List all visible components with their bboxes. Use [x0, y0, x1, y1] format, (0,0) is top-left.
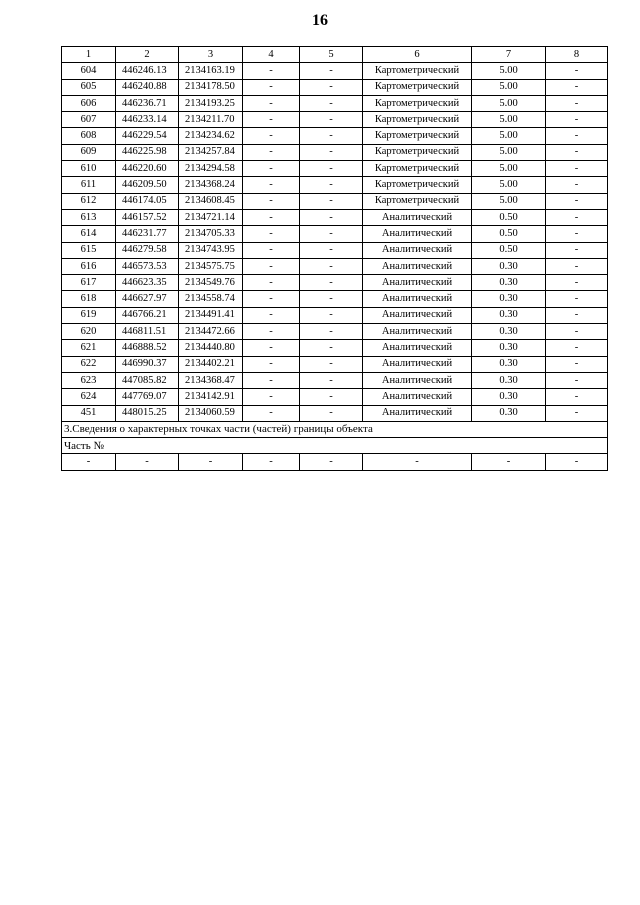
table-cell: -: [546, 95, 608, 111]
table-cell: 0.30: [472, 307, 546, 323]
table-cell: 446888.52: [116, 340, 179, 356]
table-row: [62, 258, 608, 274]
table-cell: Аналитический: [363, 242, 472, 258]
table-cell: 0.30: [472, 356, 546, 372]
empty-part-row: [62, 454, 608, 470]
table-cell: -: [243, 258, 300, 274]
table-cell: 2134368.24: [179, 177, 243, 193]
table-cell: -: [300, 389, 363, 405]
table-cell: 2134060.59: [179, 405, 243, 421]
column-header: 1: [62, 47, 116, 63]
part-label-row: [62, 438, 608, 454]
table-cell: 2134163.19: [179, 63, 243, 79]
table-cell: -: [243, 340, 300, 356]
table-cell: 5.00: [472, 161, 546, 177]
table-cell: -: [300, 340, 363, 356]
table-row: [62, 177, 608, 193]
table-cell: 624: [62, 389, 116, 405]
table-cell: -: [546, 291, 608, 307]
table-cell: 0.30: [472, 389, 546, 405]
table-row: [62, 161, 608, 177]
table-cell: Картометрический: [363, 112, 472, 128]
table-cell: Аналитический: [363, 209, 472, 225]
table-cell: 446225.98: [116, 144, 179, 160]
table-cell: Аналитический: [363, 307, 472, 323]
table-cell: 2134440.80: [179, 340, 243, 356]
table-cell: -: [300, 242, 363, 258]
table-cell: 5.00: [472, 63, 546, 79]
table-row: [62, 63, 608, 79]
table-cell: -: [243, 356, 300, 372]
table-cell: 2134705.33: [179, 226, 243, 242]
table-cell: 5.00: [472, 95, 546, 111]
table-cell: -: [300, 307, 363, 323]
table-cell: -: [300, 405, 363, 421]
table-cell: 2134549.76: [179, 275, 243, 291]
table-cell: Аналитический: [363, 324, 472, 340]
table-cell: -: [243, 193, 300, 209]
table-cell: -: [546, 372, 608, 388]
table-cell: -: [546, 275, 608, 291]
table-cell: -: [300, 177, 363, 193]
table-cell: 446231.77: [116, 226, 179, 242]
table-cell: 0.30: [472, 324, 546, 340]
table-cell: -: [179, 454, 243, 470]
table-cell: 615: [62, 242, 116, 258]
table-row: [62, 79, 608, 95]
table-row: [62, 242, 608, 258]
table-cell: 2134234.62: [179, 128, 243, 144]
table-row: [62, 275, 608, 291]
table-cell: -: [300, 372, 363, 388]
table-cell: -: [243, 112, 300, 128]
table-row: [62, 193, 608, 209]
table-cell: 446279.58: [116, 242, 179, 258]
table-row: [62, 372, 608, 388]
table-cell: -: [243, 242, 300, 258]
table-cell: -: [300, 193, 363, 209]
table-cell: -: [546, 226, 608, 242]
table-cell: 610: [62, 161, 116, 177]
table-cell: 2134257.84: [179, 144, 243, 160]
table-cell: -: [116, 454, 179, 470]
table-cell: Аналитический: [363, 356, 472, 372]
table-cell: 2134142.91: [179, 389, 243, 405]
table-cell: Аналитический: [363, 340, 472, 356]
table-cell: -: [243, 389, 300, 405]
table-cell: 617: [62, 275, 116, 291]
table-cell: -: [300, 258, 363, 274]
table-cell: 608: [62, 128, 116, 144]
table-cell: -: [546, 161, 608, 177]
table-cell: 446811.51: [116, 324, 179, 340]
table-cell: -: [363, 454, 472, 470]
table-cell: -: [546, 258, 608, 274]
table-cell: -: [300, 454, 363, 470]
table-cell: 607: [62, 112, 116, 128]
table-cell: 446157.52: [116, 209, 179, 225]
table-row: [62, 324, 608, 340]
section3-title: 3.Сведения о характерных точках части (частей) границы объекта: [62, 421, 608, 437]
table-cell: 621: [62, 340, 116, 356]
table-cell: -: [243, 291, 300, 307]
table-cell: 0.30: [472, 275, 546, 291]
column-header: 3: [179, 47, 243, 63]
table-cell: 604: [62, 63, 116, 79]
table-cell: 5.00: [472, 112, 546, 128]
table-cell: 0.50: [472, 226, 546, 242]
table-cell: Картометрический: [363, 128, 472, 144]
table-cell: -: [546, 340, 608, 356]
table-cell: -: [243, 405, 300, 421]
table-cell: 446174.05: [116, 193, 179, 209]
table-cell: Аналитический: [363, 372, 472, 388]
column-header: 5: [300, 47, 363, 63]
column-header: 6: [363, 47, 472, 63]
table-cell: -: [243, 144, 300, 160]
table-cell: Аналитический: [363, 275, 472, 291]
table-cell: Картометрический: [363, 144, 472, 160]
table-cell: Картометрический: [363, 177, 472, 193]
table-cell: 614: [62, 226, 116, 242]
table-cell: -: [546, 307, 608, 323]
table-cell: 616: [62, 258, 116, 274]
table-cell: Картометрический: [363, 193, 472, 209]
table-cell: 2134402.21: [179, 356, 243, 372]
table-cell: 609: [62, 144, 116, 160]
table-cell: -: [300, 356, 363, 372]
table-cell: 620: [62, 324, 116, 340]
table-cell: -: [300, 95, 363, 111]
table-cell: 0.30: [472, 340, 546, 356]
table-cell: 2134575.75: [179, 258, 243, 274]
part-label: Часть №: [62, 438, 608, 454]
table-cell: 2134721.14: [179, 209, 243, 225]
table-cell: 611: [62, 177, 116, 193]
table-cell: -: [243, 95, 300, 111]
table-cell: 2134608.45: [179, 193, 243, 209]
table-row: [62, 340, 608, 356]
table-cell: 446246.13: [116, 63, 179, 79]
table-cell: 5.00: [472, 193, 546, 209]
table-cell: 2134558.74: [179, 291, 243, 307]
table-cell: 447769.07: [116, 389, 179, 405]
table-cell: -: [546, 193, 608, 209]
table-cell: -: [546, 144, 608, 160]
table-cell: -: [62, 454, 116, 470]
table-cell: -: [300, 324, 363, 340]
table-row: [62, 226, 608, 242]
table-cell: Картометрический: [363, 79, 472, 95]
table-cell: 2134491.41: [179, 307, 243, 323]
table-row: [62, 389, 608, 405]
table-cell: 448015.25: [116, 405, 179, 421]
table-cell: -: [243, 79, 300, 95]
table-cell: 2134193.25: [179, 95, 243, 111]
table-cell: Аналитический: [363, 405, 472, 421]
table-row: [62, 209, 608, 225]
table-row: [62, 112, 608, 128]
table-cell: -: [243, 161, 300, 177]
table-cell: -: [243, 275, 300, 291]
table-cell: -: [546, 63, 608, 79]
table-cell: -: [546, 128, 608, 144]
table-cell: Картометрический: [363, 95, 472, 111]
table-row: [62, 144, 608, 160]
table-cell: -: [300, 63, 363, 79]
table-cell: -: [300, 291, 363, 307]
table-row: [62, 307, 608, 323]
table-cell: -: [243, 209, 300, 225]
table-cell: 622: [62, 356, 116, 372]
page-number: 16: [312, 12, 328, 29]
table-cell: -: [546, 112, 608, 128]
table-cell: 2134368.47: [179, 372, 243, 388]
table-cell: -: [243, 372, 300, 388]
table-cell: 0.50: [472, 209, 546, 225]
table-cell: 0.30: [472, 291, 546, 307]
table-cell: 618: [62, 291, 116, 307]
table-row: [62, 356, 608, 372]
table-cell: 606: [62, 95, 116, 111]
table-cell: 2134211.70: [179, 112, 243, 128]
table-cell: 0.30: [472, 258, 546, 274]
table-cell: 451: [62, 405, 116, 421]
table-cell: -: [243, 177, 300, 193]
table-cell: -: [546, 177, 608, 193]
section3-row: [62, 421, 608, 437]
table-cell: -: [300, 226, 363, 242]
table-cell: 446220.60: [116, 161, 179, 177]
table-row: [62, 95, 608, 111]
table-cell: Аналитический: [363, 258, 472, 274]
table-cell: -: [243, 307, 300, 323]
table-cell: 5.00: [472, 79, 546, 95]
table-cell: 2134743.95: [179, 242, 243, 258]
table-cell: 2134472.66: [179, 324, 243, 340]
table-cell: -: [243, 324, 300, 340]
coordinates-table: [61, 46, 608, 471]
table-cell: 612: [62, 193, 116, 209]
table-cell: -: [546, 324, 608, 340]
table-cell: -: [300, 275, 363, 291]
table-cell: 446623.35: [116, 275, 179, 291]
table-cell: 5.00: [472, 177, 546, 193]
table-cell: Картометрический: [363, 63, 472, 79]
column-header: 4: [243, 47, 300, 63]
table-cell: -: [300, 144, 363, 160]
table-cell: -: [546, 242, 608, 258]
column-header: 8: [546, 47, 608, 63]
table-cell: -: [300, 128, 363, 144]
column-header: 7: [472, 47, 546, 63]
table-cell: -: [546, 454, 608, 470]
table-cell: 2134294.58: [179, 161, 243, 177]
table-cell: 446236.71: [116, 95, 179, 111]
table-cell: 605: [62, 79, 116, 95]
table-cell: Аналитический: [363, 226, 472, 242]
table-cell: -: [546, 389, 608, 405]
table-cell: 446209.50: [116, 177, 179, 193]
table-row: [62, 405, 608, 421]
table-cell: 2134178.50: [179, 79, 243, 95]
table-cell: 447085.82: [116, 372, 179, 388]
table-cell: Картометрический: [363, 161, 472, 177]
table-cell: 446766.21: [116, 307, 179, 323]
table-cell: -: [546, 405, 608, 421]
table-row: [62, 291, 608, 307]
table-cell: 623: [62, 372, 116, 388]
table-cell: 446990.37: [116, 356, 179, 372]
table-cell: -: [300, 79, 363, 95]
table-cell: -: [546, 209, 608, 225]
table-cell: -: [243, 454, 300, 470]
table-cell: 613: [62, 209, 116, 225]
table-cell: 446627.97: [116, 291, 179, 307]
column-header: 2: [116, 47, 179, 63]
table-cell: Аналитический: [363, 291, 472, 307]
table-cell: -: [243, 63, 300, 79]
table-cell: 619: [62, 307, 116, 323]
table-cell: -: [300, 209, 363, 225]
table-cell: -: [300, 112, 363, 128]
table-cell: 446240.88: [116, 79, 179, 95]
table-cell: 446229.54: [116, 128, 179, 144]
table-cell: -: [546, 356, 608, 372]
table-cell: Аналитический: [363, 389, 472, 405]
table-cell: 0.50: [472, 242, 546, 258]
table-cell: -: [243, 128, 300, 144]
table-cell: 0.30: [472, 372, 546, 388]
table-row: [62, 128, 608, 144]
table-cell: -: [546, 79, 608, 95]
table-cell: 0.30: [472, 405, 546, 421]
table-cell: -: [300, 161, 363, 177]
header-row: [62, 47, 608, 63]
table-cell: 446233.14: [116, 112, 179, 128]
table-cell: 5.00: [472, 144, 546, 160]
table-cell: 446573.53: [116, 258, 179, 274]
table-cell: -: [243, 226, 300, 242]
table-cell: -: [472, 454, 546, 470]
table-cell: 5.00: [472, 128, 546, 144]
